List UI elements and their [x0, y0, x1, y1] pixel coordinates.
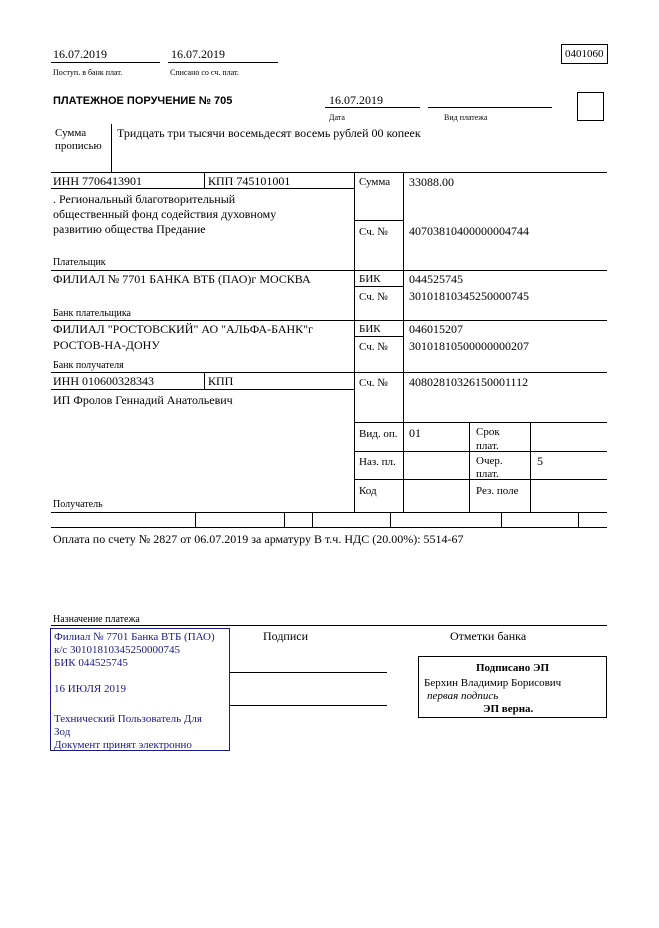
- signatures-label: Подписи: [263, 629, 309, 643]
- op-type: 01: [409, 426, 421, 440]
- payer-bank-label: Банк плательщика: [53, 308, 131, 319]
- payer-label: Плательщик: [53, 257, 106, 268]
- e-signature-box: [418, 656, 607, 718]
- debited-label: Списано со сч. плат.: [170, 68, 239, 77]
- received-label: Поступ. в банк плат.: [53, 68, 123, 77]
- e-signature-role: первая подпись: [427, 690, 499, 702]
- purpose-code-label: Наз. пл.: [359, 456, 396, 468]
- payer-bank-bik-label: БИК: [359, 273, 381, 285]
- payer-account-label: Сч. №: [359, 226, 388, 238]
- payment-type-label: Вид платежа: [444, 113, 488, 122]
- order-date: 16.07.2019: [329, 93, 383, 107]
- e-signature-status: ЭП верна.: [483, 703, 534, 715]
- priority: 5: [537, 454, 543, 468]
- priority-label-1: Очер.: [476, 455, 503, 467]
- code-label: Код: [359, 485, 377, 497]
- payer-account: 40703810400000004744: [409, 224, 529, 238]
- bank-stamp: [50, 628, 230, 751]
- form-code-box: [561, 44, 608, 64]
- payer-amount: 33088.00: [409, 175, 454, 189]
- payee-bank-label: Банк получателя: [53, 360, 124, 371]
- due-label-1: Срок: [476, 426, 500, 438]
- stamp-user-1: Технический Пользователь Для: [54, 713, 202, 725]
- payee-bank-name-2: РОСТОВ-НА-ДОНУ: [53, 338, 160, 352]
- received-date: 16.07.2019: [53, 47, 107, 61]
- bank-marks-label: Отметки банка: [450, 629, 527, 643]
- debited-date: 16.07.2019: [171, 47, 225, 61]
- payment-type-box: [577, 92, 604, 121]
- amount-words-label-2: прописью: [55, 140, 102, 152]
- payee-account: 40802810326150001112: [409, 375, 529, 389]
- payer-inn: ИНН 7706413901: [53, 174, 142, 188]
- stamp-corr-account: к/с 30101810345250000745: [54, 644, 181, 656]
- stamp-user-2: Зод: [54, 726, 71, 738]
- stamp-bank-name: Филиал № 7701 Банка ВТБ (ПАО): [54, 631, 215, 643]
- payer-name-1: . Региональный благотворительный: [53, 192, 236, 206]
- payer-bank-name: ФИЛИАЛ № 7701 БАНКА ВТБ (ПАО)г МОСКВА: [53, 272, 311, 286]
- purpose-text: Оплата по счету № 2827 от 06.07.2019 за арматуру В т.ч. НДС (20.00%): 5514-67: [53, 532, 464, 546]
- payee-bank-account: 30101810500000000207: [409, 339, 529, 353]
- payee-bank-bik: 046015207: [409, 322, 463, 336]
- payee-account-label: Сч. №: [359, 377, 388, 389]
- reserve-label: Рез. поле: [476, 485, 519, 497]
- payee-name: ИП Фролов Геннадий Анатольевич: [53, 393, 233, 407]
- stamp-accepted: Документ принят электронно: [54, 739, 192, 751]
- payee-label: Получатель: [53, 499, 103, 510]
- stamp-bik: БИК 044525745: [54, 657, 128, 669]
- payer-name-2: общественный фонд содействия духовному: [53, 207, 277, 221]
- payee-bank-bik-label: БИК: [359, 323, 381, 335]
- stamp-date: 16 ИЮЛЯ 2019: [54, 683, 126, 695]
- payer-bank-bik: 044525745: [409, 272, 463, 286]
- amount-words-label-1: Сумма: [55, 127, 87, 139]
- priority-label-2: плат.: [476, 468, 499, 480]
- purpose-label: Назначение платежа: [53, 614, 140, 625]
- payee-kpp: КПП: [208, 374, 234, 388]
- payer-bank-account-label: Сч. №: [359, 291, 388, 303]
- order-date-label: Дата: [329, 113, 345, 122]
- payer-name-3: развитию общества Предание: [53, 222, 206, 236]
- payee-bank-name-1: ФИЛИАЛ "РОСТОВСКИЙ" АО "АЛЬФА-БАНК"г: [53, 322, 313, 336]
- payer-bank-account: 30101810345250000745: [409, 289, 529, 303]
- payer-amount-label: Сумма: [359, 176, 391, 188]
- payee-inn: ИНН 010600328343: [53, 374, 154, 388]
- e-signature-title: Подписано ЭП: [475, 662, 550, 674]
- op-type-label: Вид. оп.: [359, 428, 398, 440]
- payee-bank-account-label: Сч. №: [359, 341, 388, 353]
- amount-words-text: Тридцать три тысячи восемьдесят восемь рублей 00 копеек: [117, 126, 421, 140]
- payer-kpp: КПП 745101001: [208, 174, 291, 188]
- order-title: ПЛАТЕЖНОЕ ПОРУЧЕНИЕ № 705: [53, 95, 233, 107]
- e-signature-signer: Берхин Владимир Борисович: [424, 677, 562, 689]
- form-code: 0401060: [565, 48, 604, 60]
- due-label-2: плат.: [476, 440, 499, 452]
